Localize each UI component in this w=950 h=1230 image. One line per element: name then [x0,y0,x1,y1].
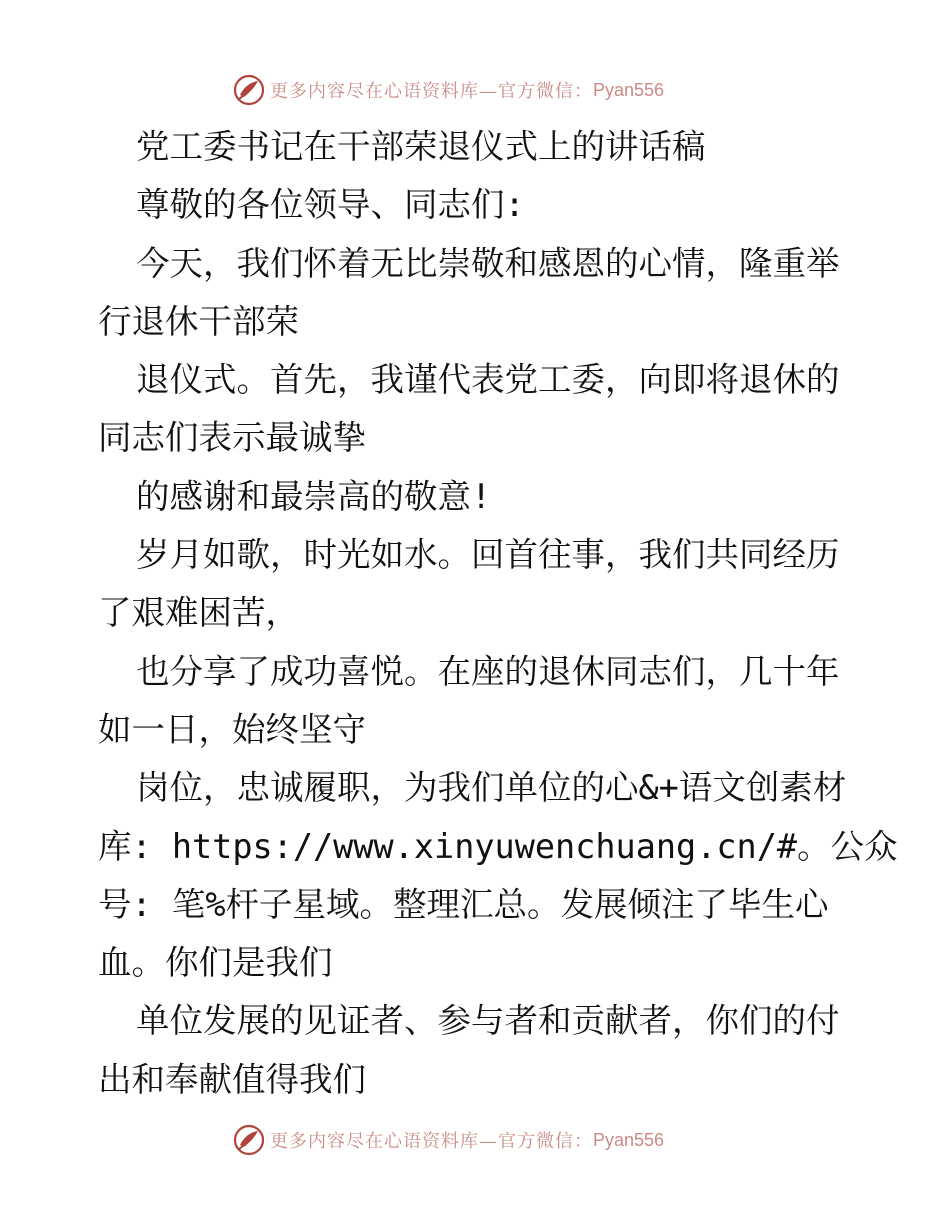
text-line: 了艰难困苦， [98,593,299,633]
text-line: 如一日，始终坚守 [98,709,366,749]
text-line: 库: https://www.xinyuwenchuang.cn/#。公众 [98,826,898,866]
document-body [98,118,898,1109]
text-line: 也分享了成功喜悦。在座的退休同志们，几十年 [136,651,840,691]
document-title: 党工委书记在干部荣退仪式上的讲话稿 [136,127,706,166]
text-line: 的感谢和最崇高的敬意! [136,476,492,516]
pen-logo-icon [232,1123,266,1157]
text-line: 同志们表示最诚挚 [98,418,366,458]
text-line: 号: 笔%杆子星域。整理汇总。发展倾注了毕生心 [98,884,829,924]
text-line: 出和奉献值得我们 [98,1059,366,1099]
watermark-footer [232,1120,732,1160]
text-line: 岗位，忠诚履职，为我们单位的心&+语文创素材 [136,768,847,808]
text-line: 岁月如歌，时光如水。回首往事，我们共同经历 [136,535,840,575]
watermark-wechat-id: Pyan556 [593,79,665,100]
text-line: 尊敬的各位领导、同志们: [136,185,525,225]
text-line: 行退休干部荣 [98,301,299,341]
pen-logo-icon [232,73,266,107]
watermark-text: 更多内容尽在心语资料库—官方微信： [270,81,593,102]
text-line: 今天，我们怀着无比崇敬和感恩的心情，隆重举 [136,243,840,283]
text-line: 退仪式。首先，我谨代表党工委，向即将退休的 [136,360,840,400]
watermark-text: 更多内容尽在心语资料库—官方微信： [270,1131,593,1152]
text-line: 单位发展的见证者、参与者和贡献者，你们的付 [136,1001,840,1041]
text-line: 血。你们是我们 [98,943,333,983]
watermark-wechat-id: Pyan556 [593,1129,665,1150]
watermark-header [232,70,732,110]
